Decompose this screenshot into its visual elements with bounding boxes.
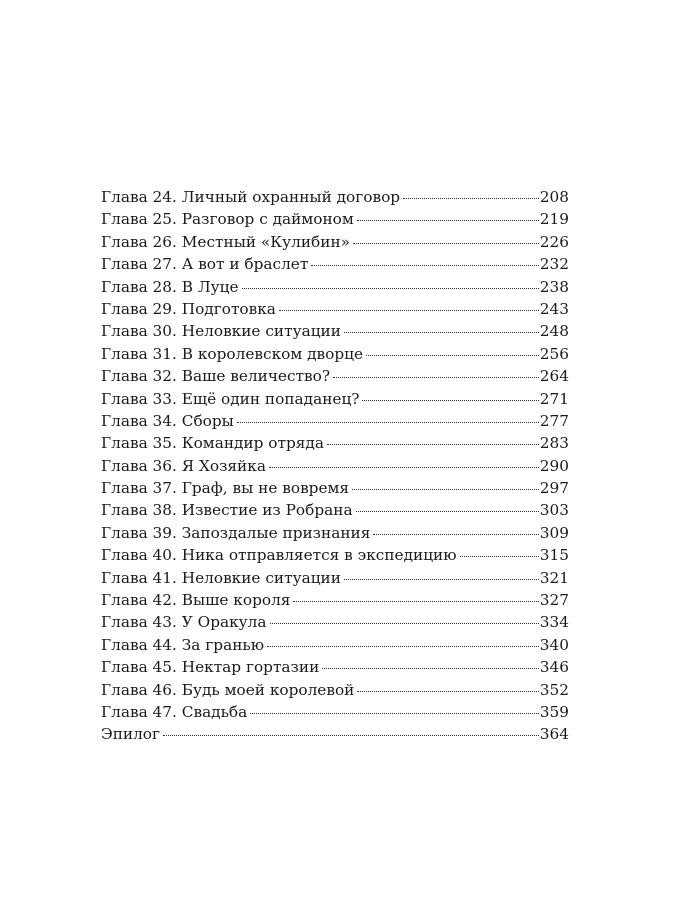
toc-leader-dots [270,622,539,624]
toc-entry [101,499,569,521]
toc-leader-dots [322,667,539,669]
toc-entry [101,544,569,566]
toc-entry-page: 303 [539,501,569,520]
toc-leader-dots [344,331,539,333]
toc-entry-page: 283 [539,434,569,453]
toc-entry-title: Глава 34. Сборы [101,411,234,430]
toc-entry [101,365,569,387]
toc-entry-title: Глава 40. Ника отправляется в экспедицию [101,546,457,565]
toc-entry-title: Глава 25. Разговор с даймоном [101,210,354,229]
toc-entry-page: 290 [539,456,569,475]
toc-entry [101,723,569,745]
toc-entry-title: Глава 46. Будь моей королевой [101,680,355,699]
toc-entry-title: Глава 39. Запоздалые признания [101,523,371,542]
toc-entry-page: 334 [539,613,569,632]
toc-entry [101,522,569,544]
toc-entry-title: Глава 24. Личный охранный договор [101,188,401,206]
toc-entry [101,589,569,611]
toc-entry-title: Глава 38. Известие из Робрана [101,501,353,520]
toc-entry-page: 297 [539,479,569,498]
toc-entry-title: Глава 32. Ваше величество? [101,367,331,386]
toc-entry-title: Глава 37. Граф, вы не вовремя [101,479,350,498]
toc-entry-title: Эпилог [101,725,161,744]
toc-entry-page: 309 [539,523,569,542]
toc-entry-page: 271 [539,389,569,408]
toc-leader-dots [237,421,539,423]
toc-entry-page: 364 [539,725,569,744]
toc-entry-page: 315 [539,546,569,565]
toc-leader-dots [327,443,539,445]
toc-entry-page: 264 [539,367,569,386]
toc-entry [101,208,569,230]
toc-entry-page: 232 [539,255,569,274]
toc-leader-dots [357,219,539,221]
toc-leader-dots [460,555,539,557]
toc-entry [101,320,569,342]
toc-entry-title: Глава 35. Командир отряда [101,434,324,453]
toc-entry-title: Глава 33. Ещё один попаданец? [101,389,360,408]
toc-entry-page: 340 [539,635,569,654]
table-of-contents [101,186,569,746]
toc-entry-title: Глава 45. Нектар гортазии [101,658,320,677]
toc-leader-dots [269,466,539,468]
toc-leader-dots [352,488,539,490]
toc-entry [101,567,569,589]
toc-entry-page: 256 [539,344,569,363]
toc-entry [101,432,569,454]
toc-entry [101,253,569,275]
toc-entry [101,343,569,365]
toc-leader-dots [366,354,539,356]
toc-leader-dots [293,600,538,602]
toc-entry-title: Глава 41. Неловкие ситуации [101,568,341,587]
toc-leader-dots [373,533,538,535]
toc-leader-dots [267,645,539,647]
toc-entry [101,701,569,723]
toc-leader-dots [163,734,539,736]
toc-entry [101,410,569,432]
toc-leader-dots [362,399,538,401]
toc-entry-page: 346 [539,658,569,677]
toc-entry [101,231,569,253]
toc-entry-page: 277 [539,411,569,430]
toc-entry-title: Глава 42. Выше короля [101,591,291,610]
toc-entry-title: Глава 30. Неловкие ситуации [101,322,341,341]
toc-entry [101,298,569,320]
toc-leader-dots [242,287,539,289]
toc-leader-dots [311,264,538,266]
toc-leader-dots [356,510,539,512]
toc-leader-dots [279,309,539,311]
toc-entry-page: 359 [539,702,569,721]
toc-leader-dots [357,690,538,692]
toc-entry-title: Глава 36. Я Хозяйка [101,456,266,475]
toc-entry [101,388,569,410]
toc-leader-dots [353,242,539,244]
toc-entry-title: Глава 47. Свадьба [101,702,248,721]
toc-entry [101,186,569,208]
toc-entry [101,611,569,633]
toc-entry [101,276,569,298]
toc-entry-page: 238 [539,277,569,296]
toc-entry-title: Глава 26. Местный «Кулибин» [101,232,350,251]
toc-leader-dots [403,197,539,199]
toc-entry-title: Глава 28. В Луце [101,277,239,296]
toc-entry-title: Глава 43. У Оракула [101,613,267,632]
toc-entry-page: 321 [539,568,569,587]
toc-entry [101,656,569,678]
toc-entry-page: 243 [539,299,569,318]
toc-entry-title: Глава 44. За гранью [101,635,265,654]
toc-entry-page: 226 [539,232,569,251]
toc-entry-title: Глава 27. А вот и браслет [101,255,309,274]
toc-entry-page: 248 [539,322,569,341]
toc-entry-title: Глава 29. Подготовка [101,299,276,318]
toc-entry-page: 352 [539,680,569,699]
toc-entry-page: 219 [539,210,569,229]
toc-entry-page: 208 [539,188,569,206]
toc-leader-dots [344,578,539,580]
toc-entry [101,477,569,499]
toc-leader-dots [333,376,539,378]
toc-entry [101,455,569,477]
toc-leader-dots [250,712,539,714]
toc-entry [101,679,569,701]
toc-entry-title: Глава 31. В королевском дворце [101,344,364,363]
toc-entry-page: 327 [539,591,569,610]
toc-entry [101,634,569,656]
